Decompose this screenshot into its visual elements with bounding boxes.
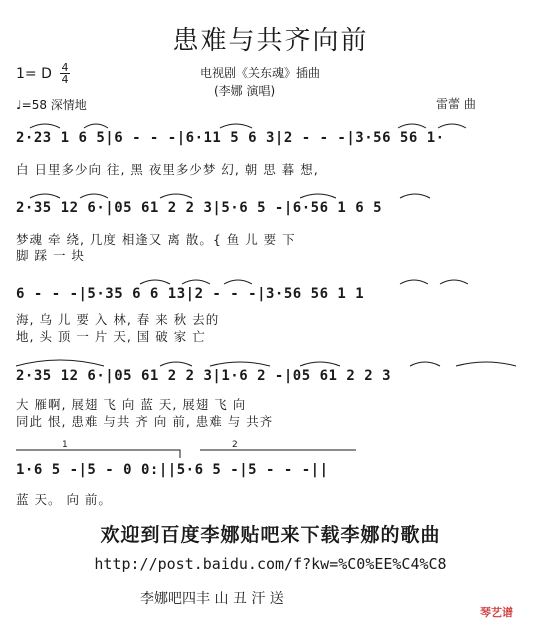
lyric-row-4a: 大 雁啊, 展翅 飞 向 蓝 天, 展翅 飞 向	[16, 397, 247, 412]
lyric-row-4b: 同此 恨, 患难 与共 齐 向 前, 患难 与 共齐	[16, 414, 274, 429]
lyric-row-1: 白 日里多少向 往, 黑 夜里多少梦 幻, 朝 思 暮 想,	[16, 162, 319, 177]
notation-row-3: 6 - - -|5·35 6 6 13|2 - - -|3·56 56 1 1	[16, 286, 365, 302]
volta-label-1: 1	[62, 440, 68, 450]
singer-credit: (李娜 演唱)	[214, 84, 276, 98]
slur-arcs	[16, 124, 516, 366]
site-watermark: 琴艺谱	[480, 606, 513, 619]
footer-caption: 李娜吧四丰 山 丑 汗 送	[140, 591, 284, 607]
lyric-row-5: 蓝 天。 向 前。	[16, 492, 112, 507]
lyric-row-2a: 梦魂 牵 绕, 几度 相逢又 离 散。{ 鱼 儿 要 下	[16, 232, 296, 247]
lyric-row-3b: 地, 头 顶 一 片 天, 国 破 家 亡	[16, 329, 206, 344]
song-title: 患难与共齐向前	[172, 26, 369, 56]
time-denominator: 4	[61, 73, 69, 86]
composer-credit: 雷蕾 曲	[436, 97, 476, 111]
notation-row-2: 2·35 12 6·|05 61 2 2 3|5·6 5 -|6·56 1 6 5	[16, 200, 383, 216]
tieba-url[interactable]: http://post.baidu.com/f?kw=%C0%EE%C4%C8	[94, 555, 447, 573]
lyric-row-3a: 海, 乌 儿 要 入 林, 春 来 秋 去的	[16, 312, 220, 327]
volta-bracket-1	[16, 450, 180, 458]
volta-label-2: 2	[232, 440, 238, 450]
lyric-row-2b: 脚 踩 一 块	[16, 248, 85, 263]
notation-row-4: 2·35 12 6·|05 61 2 2 3|1·6 2 -|05 61 2 2 3	[16, 368, 392, 384]
notation-row-1: 2·23 1 6 5|6 - - -|6·11 5 6 3|2 - - -|3·56 56 1·	[16, 130, 445, 146]
time-numerator: 4	[61, 61, 69, 74]
notation-row-5: 1·6 5 -|5 - 0 0:||5·6 5 -|5 - - -||	[16, 462, 329, 478]
song-subtitle: 电视剧《关东魂》插曲	[200, 66, 321, 80]
download-invite: 欢迎到百度李娜贴吧来下载李娜的歌曲	[100, 524, 441, 546]
key-signature: 1= D	[16, 66, 52, 82]
tempo-marking: ♩=58 深情地	[16, 98, 87, 112]
